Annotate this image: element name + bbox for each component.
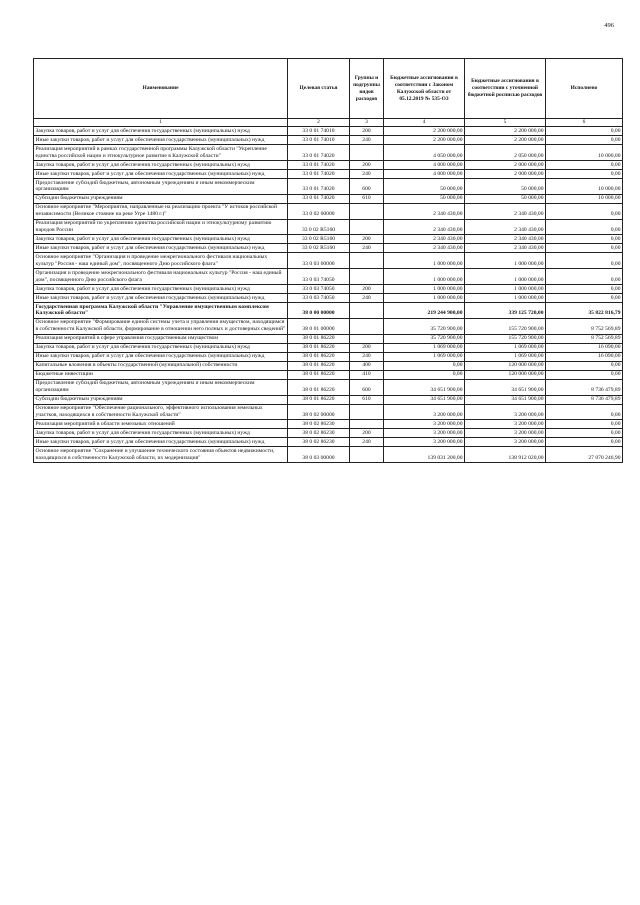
cell-group: [350, 420, 384, 429]
cell-group: [350, 269, 384, 285]
cell-law: 219 244 900,00: [384, 303, 465, 319]
cell-executed: 10 000,00: [546, 145, 623, 161]
cell-executed: 0,00: [546, 361, 623, 370]
table-row: [34, 269, 623, 285]
cell-name: Субсидии бюджетным учреждениям: [34, 395, 288, 404]
cell-refined: 2 340 430,00: [465, 235, 546, 244]
cell-refined: 1 069 000,00: [465, 352, 546, 361]
cell-refined: 2 000 000,00: [465, 161, 546, 170]
cell-name: Закупка товаров, работ и услуг для обеспечения государственных (муниципальных) нужд: [34, 235, 288, 244]
cell-group: [350, 303, 384, 319]
table-row: [34, 379, 623, 395]
cell-refined: 3 200 000,00: [465, 429, 546, 438]
cell-executed: 0,00: [546, 170, 623, 179]
table-row: [34, 294, 623, 303]
cell-executed: 27 070 246,90: [546, 447, 623, 463]
table-row: [34, 370, 623, 379]
cell-executed: 8 752 569,89: [546, 318, 623, 334]
table-body: [34, 127, 623, 463]
cell-article: 33 0 03 74050: [288, 269, 350, 285]
cell-executed: 16 090,00: [546, 352, 623, 361]
cell-executed: 0,00: [546, 127, 623, 136]
cell-article: 33 0 01 74020: [288, 161, 350, 170]
cell-name: Реализация мероприятий по укреплению единства российской нации и этнокультурному развитию народов России: [34, 219, 288, 235]
cell-refined: 50 000,00: [465, 194, 546, 203]
cell-executed: 8 736 479,89: [546, 395, 623, 404]
cell-article: 33 0 01 74020: [288, 170, 350, 179]
cell-refined: 3 200 000,00: [465, 420, 546, 429]
cell-article: 38 0 01 86220: [288, 379, 350, 395]
cell-law: 2 340 430,00: [384, 244, 465, 253]
cell-law: 35 720 900,00: [384, 318, 465, 334]
cell-executed: 10 000,00: [546, 179, 623, 195]
cell-executed: 35 822 816,79: [546, 303, 623, 319]
cell-article: 38 0 00 00000: [288, 303, 350, 319]
cell-name: Основное мероприятие "Формирование единой системы учета и управления имуществом, находящимся в собственности Калужской области, формирование в отношении него полных и достоверных сведений": [34, 318, 288, 334]
table-row: [34, 361, 623, 370]
cell-executed: 8 736 479,89: [546, 379, 623, 395]
cell-name: Предоставление субсидий бюджетным, автономным учреждениям и иным некоммерческим организациям: [34, 179, 288, 195]
cell-article: 38 0 01 86220: [288, 395, 350, 404]
cell-article: 33 0 02 00000: [288, 203, 350, 219]
col-header-group: Группы и подгруппы видов расходов: [350, 59, 384, 119]
cell-group: 240: [350, 170, 384, 179]
cell-group: 410: [350, 370, 384, 379]
column-number: 2: [288, 119, 350, 127]
cell-group: [350, 334, 384, 343]
column-number: 3: [350, 119, 384, 127]
cell-law: 1 000 000,00: [384, 285, 465, 294]
cell-name: Иные закупки товаров, работ и услуг для обеспечения государственных (муниципальных) нужд: [34, 136, 288, 145]
budget-table: [33, 58, 623, 463]
cell-name: Бюджетные инвестиции: [34, 370, 288, 379]
cell-refined: 2 200 000,00: [465, 136, 546, 145]
cell-article: 33 0 02 R5160: [288, 219, 350, 235]
cell-law: 2 200 000,00: [384, 127, 465, 136]
cell-refined: 2 000 000,00: [465, 170, 546, 179]
table-row: [34, 161, 623, 170]
cell-name: Капитальные вложения в объекты государственной (муниципальной) собственности: [34, 361, 288, 370]
cell-refined: 1 000 000,00: [465, 269, 546, 285]
cell-refined: 1 000 000,00: [465, 294, 546, 303]
cell-article: 33 0 01 74010: [288, 136, 350, 145]
cell-article: 33 0 01 74020: [288, 194, 350, 203]
cell-group: 240: [350, 136, 384, 145]
table-row: [34, 253, 623, 269]
cell-name: Закупка товаров, работ и услуг для обеспечения государственных (муниципальных) нужд: [34, 285, 288, 294]
col-header-name: Наименование: [34, 59, 288, 119]
cell-refined: 3 200 000,00: [465, 404, 546, 420]
table-row: [34, 438, 623, 447]
table-row: [34, 219, 623, 235]
cell-law: 3 200 000,00: [384, 404, 465, 420]
cell-executed: 0,00: [546, 294, 623, 303]
cell-group: 240: [350, 438, 384, 447]
cell-name: Закупка товаров, работ и услуг для обеспечения государственных (муниципальных) нужд: [34, 161, 288, 170]
cell-article: 33 0 01 74020: [288, 179, 350, 195]
cell-name: Иные закупки товаров, работ и услуг для обеспечения государственных (муниципальных) нужд: [34, 170, 288, 179]
cell-article: 33 0 03 00000: [288, 253, 350, 269]
cell-name: Реализация мероприятий в рамках государственной программы Калужской области "Укрепление единства российской нации и этнокультурное развитие в Калужской области": [34, 145, 288, 161]
cell-name: Иные закупки товаров, работ и услуг для обеспечения государственных (муниципальных) нужд: [34, 244, 288, 253]
cell-group: 200: [350, 429, 384, 438]
cell-refined: 120 000 000,00: [465, 370, 546, 379]
cell-group: 400: [350, 361, 384, 370]
cell-refined: 3 200 000,00: [465, 438, 546, 447]
cell-group: 240: [350, 294, 384, 303]
cell-executed: 0,00: [546, 253, 623, 269]
cell-refined: 34 651 900,00: [465, 379, 546, 395]
cell-article: 33 0 02 R5160: [288, 235, 350, 244]
cell-refined: 155 720 900,00: [465, 334, 546, 343]
cell-refined: 155 720 900,00: [465, 318, 546, 334]
cell-group: 600: [350, 379, 384, 395]
cell-name: Основное мероприятие "Обеспечение рационального, эффективного использования земельных участков, находящихся в собственности Калужской области": [34, 404, 288, 420]
cell-refined: 138 912 020,00: [465, 447, 546, 463]
column-number: 5: [465, 119, 546, 127]
cell-law: 4 000 000,00: [384, 161, 465, 170]
table-row: [34, 244, 623, 253]
cell-group: [350, 253, 384, 269]
cell-name: Организация и проведение межрегионального фестиваля национальных культур "Россия - наш единый дом", посвященного Дню российского флага: [34, 269, 288, 285]
cell-name: Субсидии бюджетным учреждениям: [34, 194, 288, 203]
cell-law: 1 000 000,00: [384, 269, 465, 285]
cell-executed: 0,00: [546, 219, 623, 235]
table-row: [34, 136, 623, 145]
cell-group: [350, 145, 384, 161]
cell-law: 3 200 000,00: [384, 420, 465, 429]
cell-refined: 1 069 000,00: [465, 343, 546, 352]
cell-law: 34 651 900,00: [384, 395, 465, 404]
cell-refined: 339 125 720,00: [465, 303, 546, 319]
cell-article: 33 0 01 74020: [288, 145, 350, 161]
cell-article: 38 0 01 00000: [288, 318, 350, 334]
column-number: 1: [34, 119, 288, 127]
cell-group: 200: [350, 161, 384, 170]
cell-name: Реализация мероприятий в области земельных отношений: [34, 420, 288, 429]
cell-name: Иные закупки товаров, работ и услуг для обеспечения государственных (муниципальных) нужд: [34, 294, 288, 303]
table-row: [34, 343, 623, 352]
cell-law: 4 000 000,00: [384, 170, 465, 179]
cell-law: 35 720 900,00: [384, 334, 465, 343]
cell-executed: 0,00: [546, 269, 623, 285]
table-row: [34, 285, 623, 294]
cell-name: Реализация мероприятий в сфере управления государственным имуществом: [34, 334, 288, 343]
column-number: 4: [384, 119, 465, 127]
cell-name: Основное мероприятие "Организация и проведение межрегионального фестиваля национальных культур "Россия - наш единый дом", посвященного Дню российского флага": [34, 253, 288, 269]
cell-article: 38 0 01 86220: [288, 352, 350, 361]
cell-name: Закупка товаров, работ и услуг для обеспечения государственных (муниципальных) нужд: [34, 429, 288, 438]
cell-law: 2 340 430,00: [384, 203, 465, 219]
cell-article: 33 0 02 R5160: [288, 244, 350, 253]
table-row: [34, 429, 623, 438]
cell-refined: 2 050 000,00: [465, 145, 546, 161]
table-row: [34, 447, 623, 463]
table-row: [34, 318, 623, 334]
cell-group: 200: [350, 127, 384, 136]
cell-executed: 8 752 569,89: [546, 334, 623, 343]
cell-article: 33 0 03 74050: [288, 285, 350, 294]
cell-group: [350, 203, 384, 219]
cell-name: Основное мероприятие "Мероприятия, направленные на реализацию проекта "У истоков российской независимости (Великое стояние на реке Угре 1480 г.)": [34, 203, 288, 219]
cell-law: 50 000,00: [384, 179, 465, 195]
table-row: [34, 194, 623, 203]
table-row: [34, 235, 623, 244]
cell-law: 34 651 900,00: [384, 379, 465, 395]
cell-law: 4 050 000,00: [384, 145, 465, 161]
cell-name: Государственная программа Калужской области "Управление имущественным комплексом Калужской области": [34, 303, 288, 319]
cell-executed: 0,00: [546, 285, 623, 294]
cell-executed: 0,00: [546, 203, 623, 219]
cell-executed: 0,00: [546, 404, 623, 420]
table-row: [34, 334, 623, 343]
cell-executed: 0,00: [546, 161, 623, 170]
col-header-law: Бюджетные ассигнования в соответствии с Законом Калужской области от 05.12.2019 № 535-ОЗ: [384, 59, 465, 119]
cell-name: Основное мероприятие "Сохранение и улучшение технического состояния объектов недвижимости, находящихся в собственности Калужской области, их модернизация": [34, 447, 288, 463]
cell-law: 2 340 430,00: [384, 219, 465, 235]
table-row: [34, 145, 623, 161]
cell-refined: 50 000,00: [465, 179, 546, 195]
cell-group: 200: [350, 235, 384, 244]
cell-group: 240: [350, 352, 384, 361]
cell-article: 38 0 02 86230: [288, 420, 350, 429]
cell-executed: 10 000,00: [546, 194, 623, 203]
cell-law: 3 200 000,00: [384, 438, 465, 447]
cell-law: 1 000 000,00: [384, 253, 465, 269]
cell-law: 2 200 000,00: [384, 136, 465, 145]
cell-article: 38 0 01 86220: [288, 334, 350, 343]
cell-article: 38 0 01 86220: [288, 361, 350, 370]
cell-name: Иные закупки товаров, работ и услуг для обеспечения государственных (муниципальных) нужд: [34, 438, 288, 447]
cell-group: [350, 318, 384, 334]
table-row: [34, 404, 623, 420]
cell-law: 139 031 200,00: [384, 447, 465, 463]
cell-article: 38 0 01 86220: [288, 370, 350, 379]
table-row: [34, 303, 623, 319]
cell-law: 2 340 430,00: [384, 235, 465, 244]
cell-name: Предоставление субсидий бюджетным, автономным учреждениям и иным некоммерческим организациям: [34, 379, 288, 395]
cell-article: 38 0 02 86230: [288, 438, 350, 447]
cell-executed: 16 090,00: [546, 343, 623, 352]
cell-name: Иные закупки товаров, работ и услуг для обеспечения государственных (муниципальных) нужд: [34, 352, 288, 361]
cell-group: 610: [350, 395, 384, 404]
cell-refined: 2 200 000,00: [465, 127, 546, 136]
cell-group: 240: [350, 244, 384, 253]
cell-executed: 0,00: [546, 244, 623, 253]
col-header-article: Целевая статья: [288, 59, 350, 119]
cell-refined: 34 651 900,00: [465, 395, 546, 404]
cell-law: 50 000,00: [384, 194, 465, 203]
table-header-row: [34, 59, 623, 119]
cell-article: 38 0 01 86220: [288, 343, 350, 352]
cell-group: [350, 404, 384, 420]
cell-law: 1 069 000,00: [384, 343, 465, 352]
cell-name: Закупка товаров, работ и услуг для обеспечения государственных (муниципальных) нужд: [34, 127, 288, 136]
column-number-row: [34, 119, 623, 127]
table-row: [34, 179, 623, 195]
cell-group: 610: [350, 194, 384, 203]
cell-group: 600: [350, 179, 384, 195]
cell-group: [350, 219, 384, 235]
cell-name: Закупка товаров, работ и услуг для обеспечения государственных (муниципальных) нужд: [34, 343, 288, 352]
table-row: [34, 127, 623, 136]
cell-refined: 2 340 430,00: [465, 203, 546, 219]
col-header-refined: Бюджетные ассигнования в соответствии с уточненной бюджетной росписью расходов: [465, 59, 546, 119]
cell-law: 3 200 000,00: [384, 429, 465, 438]
cell-group: 200: [350, 285, 384, 294]
cell-article: 38 0 02 00000: [288, 404, 350, 420]
cell-article: 38 0 03 00000: [288, 447, 350, 463]
cell-article: 33 0 03 74050: [288, 294, 350, 303]
cell-refined: 1 000 000,00: [465, 285, 546, 294]
cell-executed: 0,00: [546, 429, 623, 438]
table-row: [34, 352, 623, 361]
cell-refined: 1 000 000,00: [465, 253, 546, 269]
table-row: [34, 395, 623, 404]
cell-law: 0,00: [384, 370, 465, 379]
cell-refined: 2 340 430,00: [465, 219, 546, 235]
col-header-executed: Исполнено: [546, 59, 623, 119]
cell-refined: 2 340 430,00: [465, 244, 546, 253]
cell-law: 0,00: [384, 361, 465, 370]
column-number: 6: [546, 119, 623, 127]
cell-article: 33 0 01 74010: [288, 127, 350, 136]
cell-executed: 0,00: [546, 136, 623, 145]
cell-law: 1 069 000,00: [384, 352, 465, 361]
cell-executed: 0,00: [546, 420, 623, 429]
cell-law: 1 000 000,00: [384, 294, 465, 303]
cell-group: 200: [350, 343, 384, 352]
cell-executed: 0,00: [546, 235, 623, 244]
table-row: [34, 420, 623, 429]
cell-executed: 0,00: [546, 370, 623, 379]
cell-article: 38 0 02 86230: [288, 429, 350, 438]
cell-refined: 120 000 000,00: [465, 361, 546, 370]
table-row: [34, 170, 623, 179]
cell-executed: 0,00: [546, 438, 623, 447]
cell-group: [350, 447, 384, 463]
page-number: 496: [604, 22, 614, 29]
table-row: [34, 203, 623, 219]
